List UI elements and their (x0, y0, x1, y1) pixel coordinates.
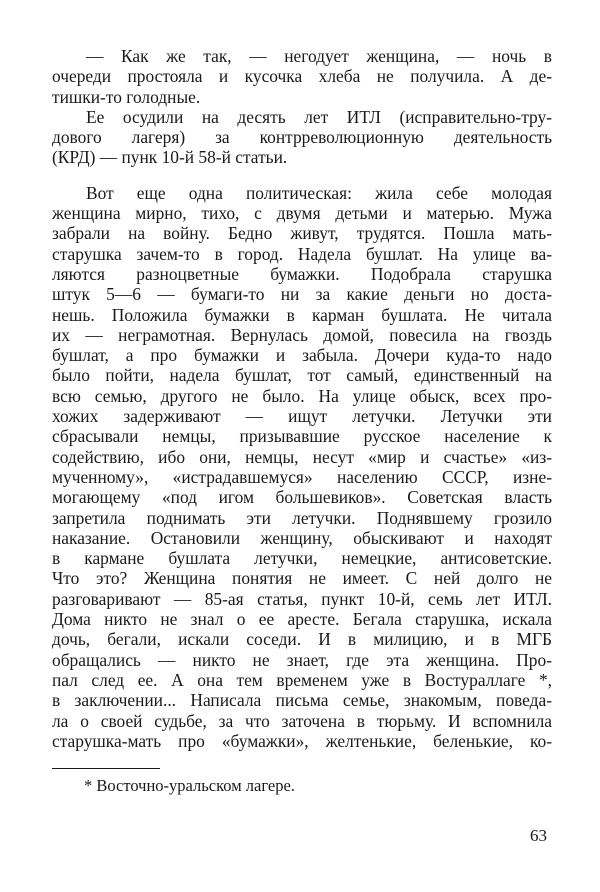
text-line: Ее осудили на десять лет ИТЛ (исправительно-тру- (86, 106, 552, 127)
text-line: пал след ее. А она тем временем уже в Востураллаге *, (52, 669, 552, 690)
text-line: (КРД) — пунк 10-й 58-й статьи. (52, 147, 288, 168)
paragraph-1 (52, 46, 552, 107)
text-line: обращались — никто не знает, где эта женщина. Про- (52, 649, 552, 670)
text-line: могающему «под игом большевиков». Советская власть (52, 487, 552, 508)
text-line: бушлат, а про бумажки и забыла. Дочери куда-то надо (52, 345, 552, 366)
section-gap (52, 168, 552, 183)
paragraph-2 (52, 107, 552, 168)
text-line: нешь. Положила бумажки в карман бушлата. Не читала (52, 304, 552, 325)
text-line: их — неграмотная. Вернулась домой, повесила на гвоздь (52, 324, 552, 345)
text-line: хожих задерживают — ищут летучки. Летучки эти (52, 406, 552, 427)
text-line: было пойти, надела бушлат, тот самый, единственный на (52, 365, 552, 386)
text-line: женщина мирно, тихо, с двумя детьми и матерью. Мужа (52, 203, 552, 224)
text-line: Что это? Женщина понятия не имеет. С ней долго не (52, 568, 552, 589)
text-line: запретила поднимать эти летучки. Поднявшему грозило (52, 507, 552, 528)
text-line: в заключении... Написала письма семье, знакомым, поведа- (52, 690, 552, 711)
footnote: * Восточно-уральском лагере. (84, 776, 295, 795)
text-line: тишки-то голодные. (52, 86, 201, 107)
text-line: штук 5—6 — бумаги-то ни за какие деньги но доста- (52, 284, 552, 305)
page-number: 63 (530, 826, 547, 845)
text-line: Вот еще одна политическая: жила себе молодая (86, 182, 552, 203)
text-line: — Как же так, — негодует женщина, — ночь в (86, 46, 552, 66)
text-line: Дома никто не знал о ее аресте. Бегала старушка, искала (52, 609, 552, 630)
text-line: забрали на войну. Бедно живут, трудятся. Пошла мать- (52, 223, 552, 244)
footnote-divider (52, 768, 160, 769)
text-line: наказание. Остановили женщину, обыскивают и находят (52, 527, 552, 548)
text-line: старушка зачем-то в город. Надела бушлат. На улице ва- (52, 243, 552, 264)
text-line: в кармане бушлата летучки, немецкие, антисоветские. (52, 548, 552, 569)
page-body (52, 46, 552, 751)
text-line: сбрасывали немцы, призывавшие русское население к (52, 426, 552, 447)
text-line: мученному», «истрадавшемуся» населению СССР, изне- (52, 466, 552, 487)
text-line: всю семью, другого не было. На улице обыск, всех про- (52, 385, 552, 406)
text-line: ляются разноцветные бумажки. Подобрала старушка (52, 263, 552, 284)
text-line: разговаривают — 85-ая статья, пункт 10-й, семь лет ИТЛ. (52, 588, 552, 609)
text-line: содействию, ибо они, немцы, несут «мир и счастье» «из- (52, 446, 552, 467)
text-line: дочь, бегали, искали соседи. И в милицию, и в МГБ (52, 629, 552, 650)
paragraph-3 (52, 183, 552, 751)
text-line: ла о своей судьбе, за что заточена в тюрьму. И вспомнила (52, 710, 552, 731)
text-line: старушка-мать про «бумажки», желтенькие, беленькие, ко- (52, 730, 552, 751)
text-line: очереди простояла и кусочка хлеба не получила. А де- (52, 66, 552, 87)
text-line: дового лагеря) за контрреволюционную деятельность (52, 127, 552, 148)
